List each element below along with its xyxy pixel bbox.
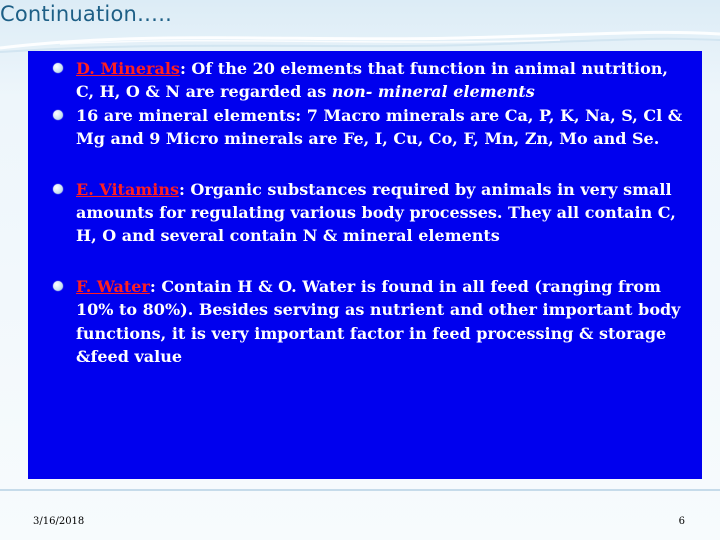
bullet-item-minerals — [50, 57, 688, 104]
bullet-heading: D. Minerals — [76, 59, 180, 78]
bullet-item-water — [50, 275, 688, 369]
footer-divider — [0, 489, 720, 491]
bullet-item-vitamins — [50, 178, 688, 248]
bullet-text: : Contain H & O. Water is found in all feed (ranging from 10% to 80%). Besides serving as nutrient and other important body functions, it is very important factor in feed processing & storage &feed value — [76, 276, 681, 367]
bullet-dot-icon — [53, 281, 63, 291]
bullet-item-mineral-elements — [50, 104, 688, 151]
footer-date: 3/16/2018 — [33, 516, 85, 527]
bullet-heading: E. Vitamins — [76, 179, 179, 199]
content-panel — [28, 51, 702, 479]
bullet-dot-icon — [53, 184, 63, 194]
page-number: 6 — [678, 516, 685, 527]
bullet-text: : Organic substances required by animals in very small amounts for regulating various body processes. They all contain C, H, O and several contain N & mineral elements — [76, 179, 676, 246]
bullet-dot-icon — [53, 110, 63, 120]
bullet-heading: F. Water — [76, 276, 150, 296]
bullet-text: 16 are mineral elements: 7 Macro minerals are Ca, P, K, Na, S, Cl & Mg and 9 Micro minerals are Fe, I, Cu, Co, F, Mn, Zn, Mo and Se. — [76, 105, 683, 149]
bullet-italic-text: non- mineral elements — [331, 82, 535, 102]
bullet-text: : Of the 20 elements that function in animal nutrition, C, H, O & N are regarded as — [76, 59, 668, 102]
slide-title: Continuation….. — [0, 2, 172, 26]
bullet-dot-icon — [53, 63, 63, 73]
